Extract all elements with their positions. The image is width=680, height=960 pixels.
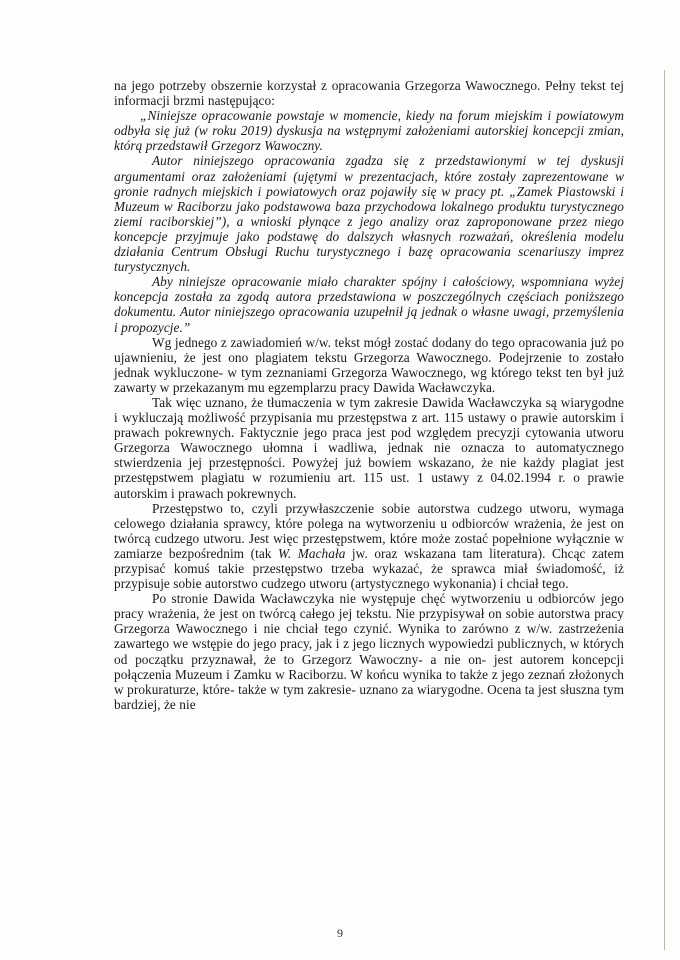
- paragraph-assessment: Po stronie Dawida Wacławczyka nie występuje chęć wytworzeniu u odbiorców jego pracy wrażenia, że jest on twórcą całego jej tekstu. Nie przypisywał on sobie autorstwa pracy Grzegorza Wawocznego i nie chciał tego czynić. Wynika to zarówno z w/w. zastrzeżenia zawartego we wstępie do jego pracy, jak i z jego licznych wypowiedzi publicznych, w których od początku przyznawał, że to Grzegorz Wawoczny- a nie on- jest autorem koncepcji połączenia Muzeum i Zamku w Raciborzu. W końcu wynika to także z jego zeznań złożonych w prokuraturze, które- także w tym zakresie- uznano za wiarygodne. Ocena ta jest słuszna tym bardziej, że nie: [114, 591, 624, 712]
- cited-author: W. Machała: [277, 545, 346, 561]
- quote-paragraph-1: „Niniejsze opracowanie powstaje w momencie, kiedy na forum miejskim i powiatowym odbyła się już (w roku 2019) dyskusja na wstępnymi założeniami autorskiej koncepcji zmian, którą przedstawił Grzegorz Wawoczny.: [114, 108, 624, 154]
- quote-paragraph-3: Aby niniejsze opracowanie miało charakter spójny i całościowy, wspomniana wyżej koncepcja została za zgodą autora przedstawiona w poszczególnych częściach poniższego dokumentu. Autor niniejszego opracowania uzupełnił ją jednak o własne uwagi, przemyślenia i propozycje.”: [114, 274, 624, 335]
- document-body: [114, 78, 624, 712]
- paragraph-offense-text-2: jw. oraz wskazana tam literatura). Chcąc zatem przypisać komuś takie przestępstwo trzeba wykazać, że sprawca miał świadomość, iż przypisuje sobie autorstwo cudzego utworu (artystycznego wykonania) i chciał tego.: [114, 545, 624, 592]
- paragraph-intro: na jego potrzeby obszernie korzystał z opracowania Grzegorza Wawocznego. Pełny tekst tej informacji brzmi następująco:: [114, 78, 624, 109]
- page-number: 9: [337, 926, 343, 940]
- paragraph-offense-text-1: Przestępstwo to, czyli przywłaszczenie sobie autorstwa cudzego utworu, wymaga celowego działania sprawcy, które polega na wytworzeniu u odbiorców wrażenia, że jest on twórcą cudzego utworu. Jest więc przestępstwem, które może zostać popełnione wyłącznie w zamiarze bezpośrednim (tak: [114, 500, 624, 561]
- paragraph-conclusion: Tak więc uznano, że tłumaczenia w tym zakresie Dawida Wacławczyka są wiarygodne i wykluczają możliwość przypisania mu przestępstwa z art. 115 ustawy o prawie autorskim i prawach pokrewnych. Faktycznie jego praca jest pod względem precyzji cytowania utworu Grzegorza Wawocznego ułomna i wadliwa, jednak nie oznacza to automatycznego stwierdzenia jej przestępności. Powyżej już bowiem wskazano, że nie każdy plagiat jest przestępstwem plagiatu w rozumieniu art. 115 ust. 1 ustawy z 04.02.1994 r. o prawie autorskim i prawach pokrewnych.: [114, 394, 624, 501]
- paragraph-offense: [114, 501, 624, 592]
- page-edge-line: [664, 70, 665, 950]
- paragraph-notification: Wg jednego z zawiadomień w/w. tekst mógł zostać dodany do tego opracowania już po ujawnieniu, że jest ono plagiatem tekstu Grzegorza Wawocznego. Podejrzenie to zostało jednak wykluczone- w tym zeznaniami Grzegorza Wawocznego, wg którego tekst ten był już zawarty w przekazanym mu egzemplarzu pracy Dawida Wacławczyka.: [114, 334, 624, 395]
- quote-paragraph-2: Autor niniejszego opracowania zgadza się z przedstawionymi w tej dyskusji argumentami oraz założeniami (ujętymi w prezentacjach, które zostały zaprezentowane w gronie radnych miejskich i powiatowych oraz pojawiły się w pracy pt. „Zamek Piastowski i Muzeum w Raciborzu jako podstawowa baza przychodowa lokalnego produktu turystycznego ziemi raciborskiej”), a wnioski płynące z jego analizy oraz zaproponowane przez niego koncepcje przyjmuje jako podstawę do dalszych własnych rozważań, określenia modelu działania Centrum Obsługi Ruchu turystycznego i bazę opracowania scenariuszy imprez turystycznych.: [114, 153, 624, 275]
